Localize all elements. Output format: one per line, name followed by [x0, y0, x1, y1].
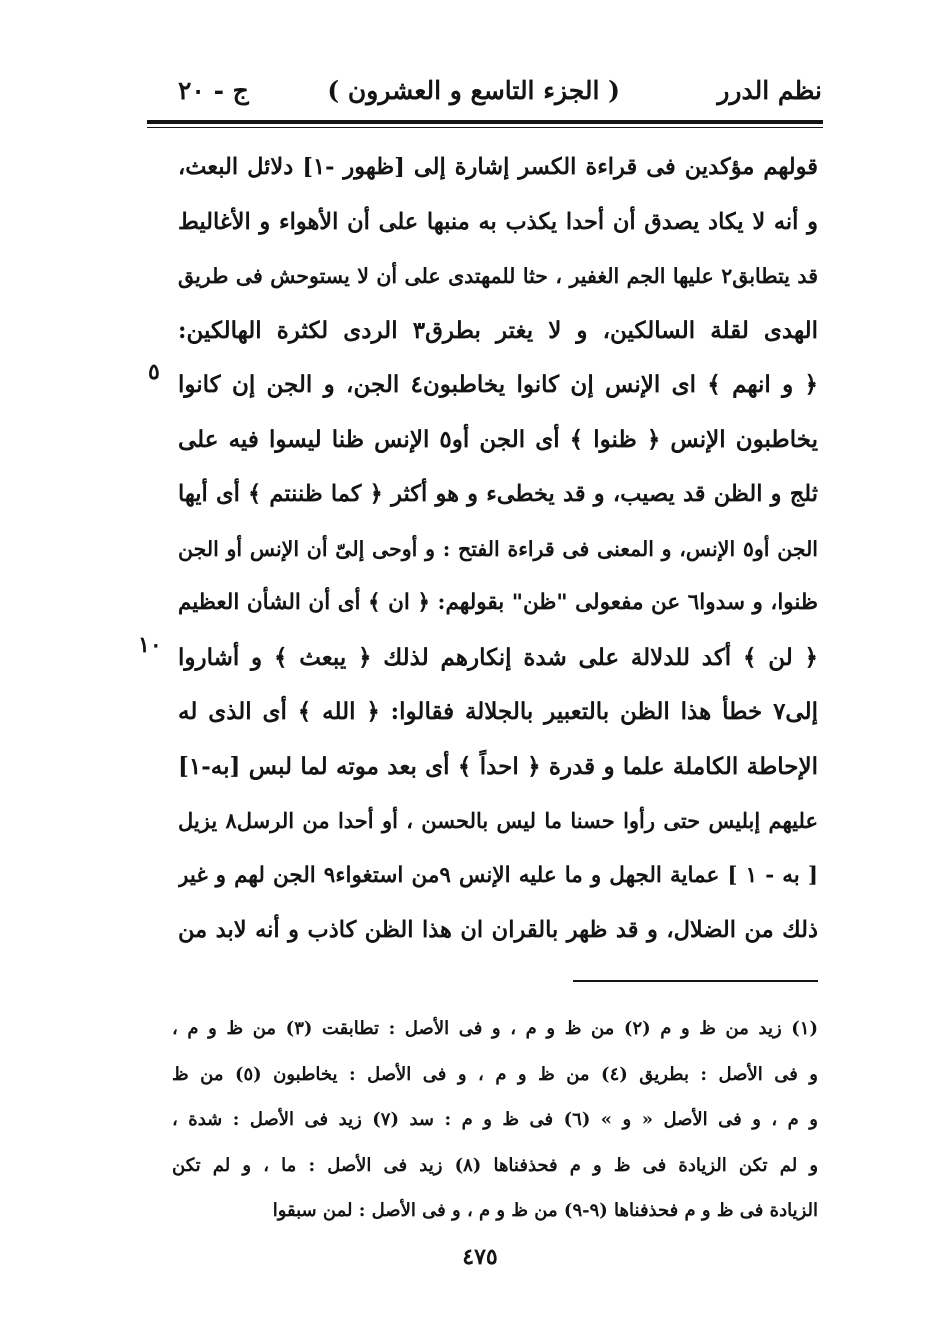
text-line: و أنه لا يكاد يصدق أن أحدا يكذب به منبها على أن الأهواء و الأغاليط — [178, 208, 818, 235]
main-text — [178, 140, 818, 958]
line-number-5: ٥ — [148, 359, 160, 385]
header-rule-thin — [147, 127, 823, 128]
text-line: الإحاطة الكاملة علما و قدرة ﴿ احداً ﴾ أى بعد موته لما لبس [به-١] — [178, 752, 818, 780]
book-title: نظم الدرر — [717, 76, 822, 105]
text-line: قولهم مؤكدين فى قراءة الكسر إشارة إلى [ظهور -١] دلائل البعث، — [178, 154, 818, 180]
running-header — [150, 70, 822, 114]
text-line: ثلج و الظن قد يصيب، و قد يخطىء و هو أكثر ﴿ كما ظننتم ﴾ أى أيها — [178, 481, 818, 507]
footnotes — [172, 1006, 818, 1234]
header-rule-thick — [147, 120, 823, 124]
footnote-line: و م ، و فى الأصل « و » (٦) فى ظ و م : سد (٧) زيد فى الأصل : شدة ، — [172, 1109, 818, 1130]
footnote-line: و فى الأصل : بطريق (٤) من ظ و م ، و فى الأصل : يخاطبون (٥) من ظ — [172, 1063, 818, 1085]
text-line: قد يتطابق٢ عليها الجم الغفير ، حثا للمهتدى على أن لا يستوحش فى طريق — [178, 264, 818, 288]
footnote-line: (١) زيد من ظ و م (٢) من ظ و م ، و فى الأصل : تطابقت (٣) من ظ و م ، — [172, 1018, 818, 1039]
line-number-10: ١٠ — [138, 632, 162, 658]
text-line: ظنوا، و سدوا٦ عن مفعولى "ظن" بقولهم: ﴿ ان ﴾ أى أن الشأن العظيم — [178, 590, 818, 615]
text-line: يخاطبون الإنس ﴿ ظنوا ﴾ أى الجن أو٥ الإنس ظنا ليسوا فيه على — [178, 425, 818, 453]
footnote-separator — [573, 980, 818, 982]
text-line: الهدى لقلة السالكين، و لا يغتر بطرق٣ الردى لكثرة الهالكين: — [178, 316, 818, 344]
text-line: [ به - ١ ] عماية الجهل و ما عليه الإنس ٩من استغواء٩ الجن لهم و غير — [178, 862, 818, 888]
text-line: الجن أو٥ الإنس، و المعنى فى قراءة الفتح : و أوحى إلىّ أن الإنس أو الجن — [178, 536, 818, 561]
volume-number: ج - ٢٠ — [178, 76, 249, 105]
part-title: ( الجزء التاسع و العشرون ) — [327, 76, 620, 105]
page-number: ٤٧٥ — [462, 1244, 498, 1270]
text-line: إلى٧ خطأ هذا الظن بالتعبير بالجلالة فقالوا: ﴿ الله ﴾ أى الذى له — [178, 698, 818, 725]
text-line: ﴿ و انهم ﴾ اى الإنس إن كانوا يخاطبون٤ الجن، و الجن إن كانوا — [178, 371, 818, 398]
text-line: ذلك من الضلال، و قد ظهر بالقران ان هذا الظن كاذب و أنه لابد من — [178, 917, 818, 943]
footnote-line: و لم تكن الزيادة فى ظ و م فحذفناها (٨) زيد فى الأصل : ما ، و لم تكن — [172, 1154, 818, 1176]
text-line: ﴿ لن ﴾ أكد للدلالة على شدة إنكارهم لذلك ﴿ يبعث ﴾ و أشاروا — [178, 643, 818, 671]
footnote-line: الزيادة فى ظ و م فحذفناها (٩-٩) من ظ و م ، و فى الأصل : لمن سبقوا — [272, 1200, 818, 1221]
text-line: عليهم إبليس حتى رأوا حسنا ما ليس بالحسن ، أو أحدا من الرسل٨ يزيل — [178, 808, 818, 833]
